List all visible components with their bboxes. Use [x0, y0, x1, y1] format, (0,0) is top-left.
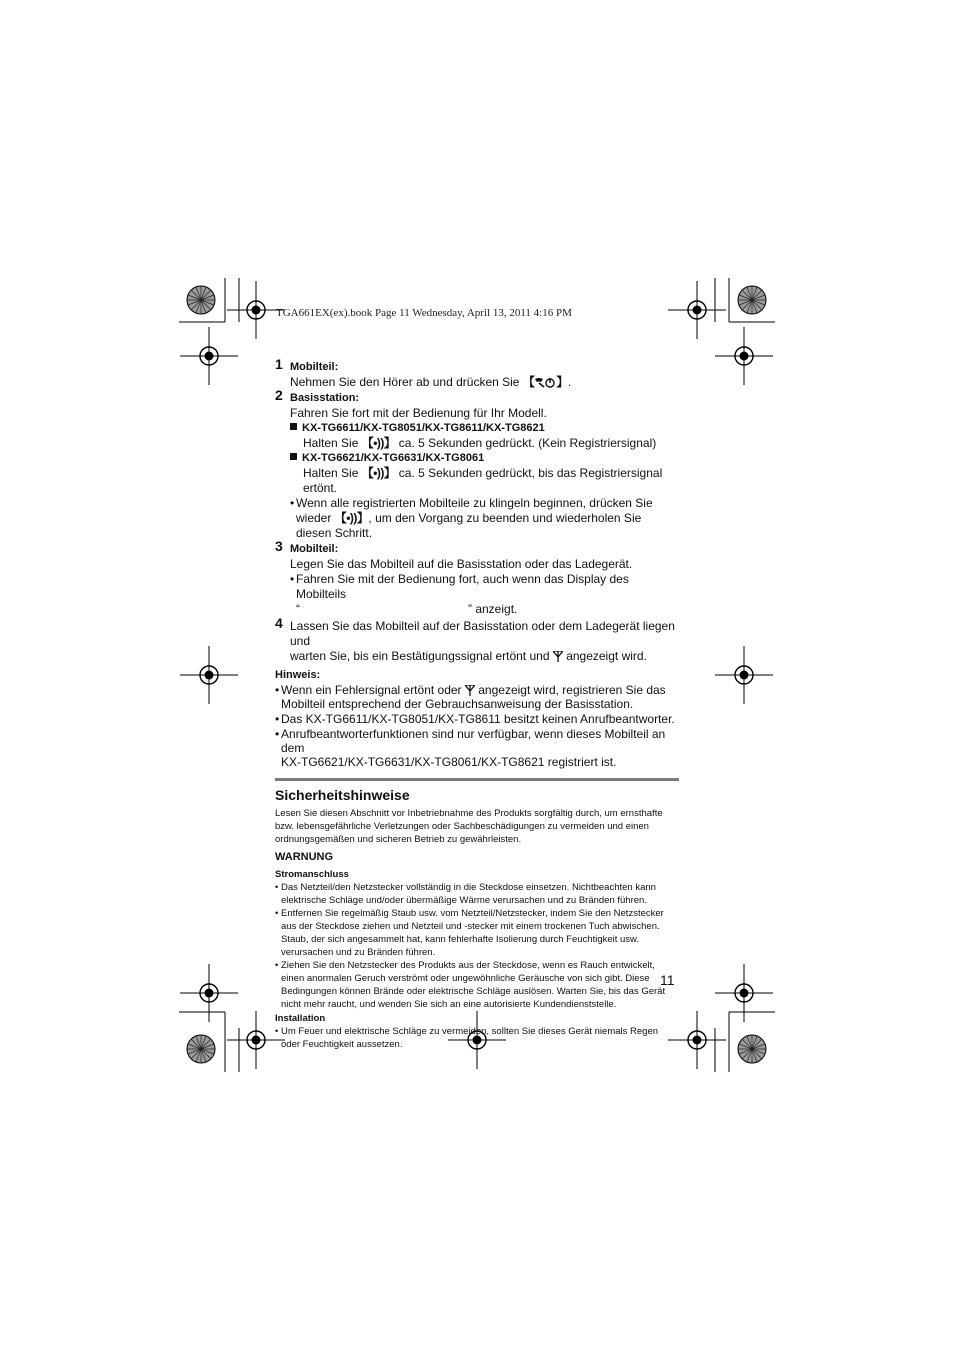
note-item: • Wenn ein Fehlersignal ertönt oder angezeigt wird, registrieren Sie das Mobilteil entsprechend der Gebrauchsanweisung der Basisstation. [275, 683, 679, 711]
antenna-icon [553, 651, 563, 662]
step-text: Fahren Sie fort mit der Bedienung für Ihr Modell. [290, 406, 547, 420]
registration-star-icon [738, 286, 766, 314]
installation-heading: Installation [275, 1013, 326, 1024]
registration-mark-icon [180, 327, 238, 385]
step-2 [275, 387, 679, 541]
print-header: TGA661EX(ex).book Page 11 Wednesday, April 13, 2011 4:16 PM [276, 307, 572, 319]
registration-mark-icon [180, 646, 238, 704]
step-text: Lassen Sie das Mobilteil auf der Basisstation oder dem Ladegerät liegen und warten Sie, bis ein Bestätigungssignal ertönt und angezeigt wird. [290, 619, 675, 663]
warning-heading: WARNUNG [275, 851, 334, 863]
note-item: • Das KX-TG6611/KX-TG8051/KX-TG8611 besitzt keinen Anrufbeantworter. [275, 712, 679, 726]
step-number: 4 [275, 615, 283, 631]
registration-star-icon [187, 1035, 215, 1063]
step-title: Mobilteil: [290, 543, 339, 555]
step-title: Mobilteil: [290, 361, 339, 373]
note-item: • Anrufbeantworterfunktionen sind nur verfügbar, wenn dieses Mobilteil an dem KX-TG6621/KX-TG6631/KX-TG8061/KX-TG8621 registriert ist. [275, 727, 679, 769]
registration-mark-icon [668, 281, 726, 339]
registration-mark-icon [715, 964, 773, 1022]
section-divider [275, 778, 679, 781]
power-item: • Das Netzteil/den Netzstecker vollständig in die Steckdose einsetzen. Nichtbeachten kann elektrische Schläge und/oder übermäßige Wärme verursachen und zu Bränden führen. [275, 881, 679, 907]
step-number: 3 [275, 538, 283, 554]
model-instruction: Halten Sie 【•))】 ca. 5 Sekunden gedrückt. (Kein Registriersignal) [303, 436, 657, 450]
model-heading: KX-TG6621/KX-TG6631/KX-TG8061 [290, 451, 679, 466]
registration-star-icon [738, 1035, 766, 1063]
step-4 [275, 615, 679, 664]
model-heading: KX-TG6611/KX-TG8051/KX-TG8611/KX-TG8621 [290, 421, 679, 436]
step-1 [275, 356, 679, 390]
registration-mark-icon [180, 964, 238, 1022]
step-title: Basisstation: [290, 392, 360, 404]
step-3 [275, 538, 679, 617]
notes-title: Hinweis: [275, 669, 321, 681]
section-title: Sicherheitshinweise [275, 787, 410, 803]
power-heading: Stromanschluss [275, 869, 349, 880]
locator-key-icon: 【•))】 [334, 511, 369, 525]
registration-star-icon [187, 286, 215, 314]
installation-item: • Um Feuer und elektrische Schläge zu vermeiden, sollten Sie dieses Gerät niemals Regen oder Feuchtigkeit aussetzen. [275, 1025, 679, 1051]
page-content [275, 356, 679, 1051]
power-item: • Entfernen Sie regelmäßig Staub usw. vom Netzteil/Netzstecker, indem Sie den Netzstecker aus der Steckdose ziehen und Netzteil und -stecker mit einem trockenen Tuch abwischen. Staub, der sich angesammelt hat, kann fehlerhafte Isolierung durch Feuchtigkeit usw. verursachen und zu Bränden führen. [275, 907, 679, 959]
step-number: 2 [275, 387, 283, 403]
step-bullet: • Fahren Sie mit der Bedienung fort, auch wenn das Display des Mobilteils “ ” anzeigt. [290, 572, 679, 617]
locator-key-icon: 【•))】 [361, 436, 396, 450]
step-text: Nehmen Sie den Hörer ab und drücken Sie 【 】. [290, 375, 572, 389]
power-item: • Ziehen Sie den Netzstecker des Produkts aus der Steckdose, wenn es Rauch entwickelt, einen anormalen Geruch verströmt oder ungewöhnliche Geräusche von sich gibt. Diese Bedingungen können Brände oder elektrische Schläge auslösen. Warten Sie, bis das Gerät nicht mehr raucht, und wenden Sie sich an eine autorisierte Kundendienststelle. [275, 959, 679, 1011]
step-text: Legen Sie das Mobilteil auf die Basisstation oder das Ladegerät. [290, 557, 633, 571]
registration-mark-icon [715, 646, 773, 704]
square-bullet-icon [290, 453, 297, 460]
step-bullet: • Wenn alle registrierten Mobilteile zu klingeln beginnen, drücken Sie wieder 【•))】, um den Vorgang zu beenden und wiederholen Sie diesen Schritt. [290, 496, 679, 541]
antenna-icon [465, 685, 475, 696]
safety-intro: Lesen Sie diesen Abschnitt vor Inbetriebnahme des Produkts sorgfältig durch, um ernsthafte bzw. lebensgefährliche Verletzungen oder Sachbeschädigungen zu vermeiden und einen ordnungsgemäßen und sicheren Betrieb zu gewährleisten. [275, 808, 663, 845]
page-number: 11 [660, 972, 675, 988]
model-instruction: Halten Sie 【•))】 ca. 5 Sekunden gedrückt, bis das Registriersignal ertönt. [303, 466, 663, 495]
talk-key-icon: 【 】 [522, 375, 568, 389]
square-bullet-icon [290, 423, 297, 430]
locator-key-icon: 【•))】 [361, 466, 396, 480]
registration-mark-icon [715, 327, 773, 385]
step-number: 1 [275, 356, 283, 372]
